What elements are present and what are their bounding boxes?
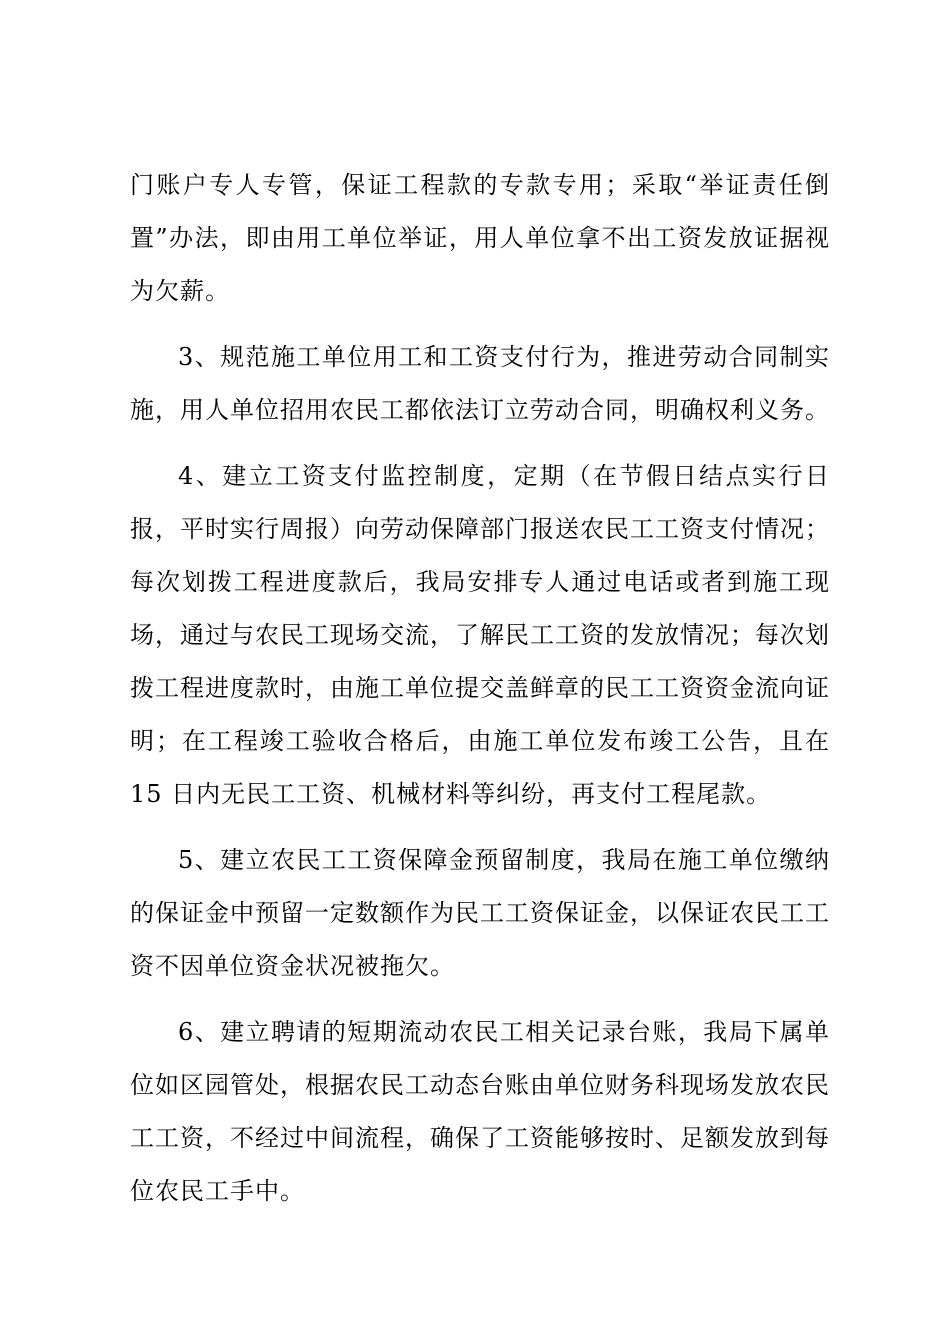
paragraph-item-6: 6、建立聘请的短期流动农民工相关记录台账，我局下属单位如区园管处，根据农民工动态台账由单位财务科现场发放农民工工资，不经过中间流程，确保了工资能够按时、足额发放到每位农民工手中。 [130, 1018, 830, 1205]
paragraph-item-4: 4、建立工资支付监控制度，定期（在节假日结点实行日报，平时实行周报）向劳动保障部门报送农民工工资支付情况；每次划拨工程进度款后，我局安排专人通过电话或者到施工现场，通过与农民工现场交流，了解民工工资的发放情况；每次划拨工程进度款时，由施工单位提交盖鲜章的民工工资资金流向证明；在工程竣工验收合格后，由施工单位发布竣工公告，且在 15 日内无民工工资、机械材料等纠纷，再支付工程尾款。 [130, 462, 830, 808]
paragraph-item-3: 3、规范施工单位用工和工资支付行为，推进劳动合同制实施，用人单位招用农民工都依法订立劳动合同，明确权利义务。 [130, 343, 830, 424]
document-body [130, 159, 830, 1231]
paragraph-continuation: 门账户专人专管，保证工程款的专款专用；采取“举证责任倒置”办法，即由用工单位举证，用人单位拿不出工资发放证据视为欠薪。 [130, 171, 830, 305]
paragraph-item-5: 5、建立农民工工资保障金预留制度，我局在施工单位缴纳的保证金中预留一定数额作为民工工资保证金，以保证农民工工资不因单位资金状况被拖欠。 [130, 846, 830, 980]
